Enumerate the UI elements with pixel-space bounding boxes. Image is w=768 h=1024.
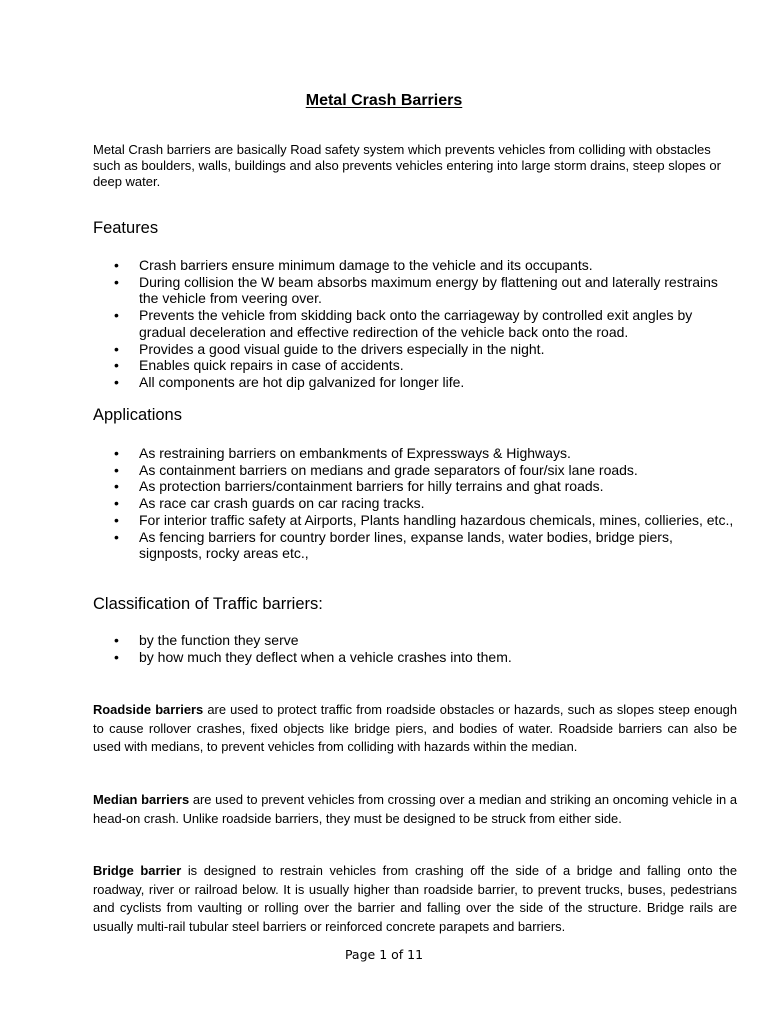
roadside-barriers-paragraph [93,701,737,757]
list-item: • Prevents the vehicle from skidding back onto the carriageway by controlled exit angles by gradual deceleration and effective redirection of the vehicle back onto the road. [93,307,739,340]
list-item: • As containment barriers on medians and grade separators of four/six lane roads. [93,462,739,479]
page-number: Page 1 of 11 [344,947,424,962]
median-barriers-text: are used to prevent vehicles from crossing over a median and striking an oncoming vehicle in a head-on crash. Unlike roadside barriers, they must be designed to be struck from either side. [93,792,737,826]
list-item: • During collision the W beam absorbs maximum energy by flattening out and laterally restrains the vehicle from veering over. [93,274,739,307]
applications-heading: Applications [93,406,182,424]
list-item: • by the function they serve [93,632,739,649]
applications-list [93,445,739,562]
bridge-barrier-term: Bridge barrier [93,863,182,878]
classification-list [93,632,739,665]
bridge-barrier-text: is designed to restrain vehicles from crashing off the side of a bridge and falling onto the roadway, river or railroad below. It is usually higher than roadside barrier, to prevent trucks, buses, pedestrians and cyclists from vaulting or rolling over the barrier and falling over the side of the structure. Bridge rails are usually multi-rail tubular steel barriers or reinforced concrete parapets and barriers. [93,863,738,934]
list-item: • For interior traffic safety at Airports, Plants handling hazardous chemicals, mines, collieries, etc., [93,512,739,529]
features-heading: Features [93,219,159,237]
list-item: • Enables quick repairs in case of accidents. [93,357,739,374]
median-barriers-paragraph [93,791,737,828]
list-item: • Provides a good visual guide to the drivers especially in the night. [93,341,739,358]
list-item: • As fencing barriers for country border lines, expanse lands, water bodies, bridge piers, signposts, rocky areas etc., [93,529,739,562]
roadside-barriers-term: Roadside barriers [93,702,204,717]
intro-paragraph: Metal Crash barriers are basically Road safety system which prevents vehicles from colliding with obstacles such as boulders, walls, buildings and also prevents vehicles entering into large storm drains, steep slopes or deep water. [93,142,721,189]
list-item: • As restraining barriers on embankments of Expressways & Highways. [93,445,739,462]
features-list [93,257,739,391]
list-item: • by how much they deflect when a vehicle crashes into them. [93,649,739,666]
list-item: • As race car crash guards on car racing tracks. [93,495,739,512]
list-item: • As protection barriers/containment barriers for hilly terrains and ghat roads. [93,478,739,495]
median-barriers-term: Median barriers [93,792,190,807]
page-title: Metal Crash Barriers [305,92,463,109]
list-item: • Crash barriers ensure minimum damage to the vehicle and its occupants. [93,257,739,274]
bridge-barrier-paragraph [93,862,737,936]
classification-heading: Classification of Traffic barriers: [93,595,323,613]
roadside-barriers-text: are used to protect traffic from roadside obstacles or hazards, such as slopes steep enough to cause rollover crashes, fixed objects like bridge piers, and bodies of water. Roadside barriers can also be used with medians, to prevent vehicles from colliding with hazards within the median. [93,702,737,754]
list-item: • All components are hot dip galvanized for longer life. [93,374,739,391]
